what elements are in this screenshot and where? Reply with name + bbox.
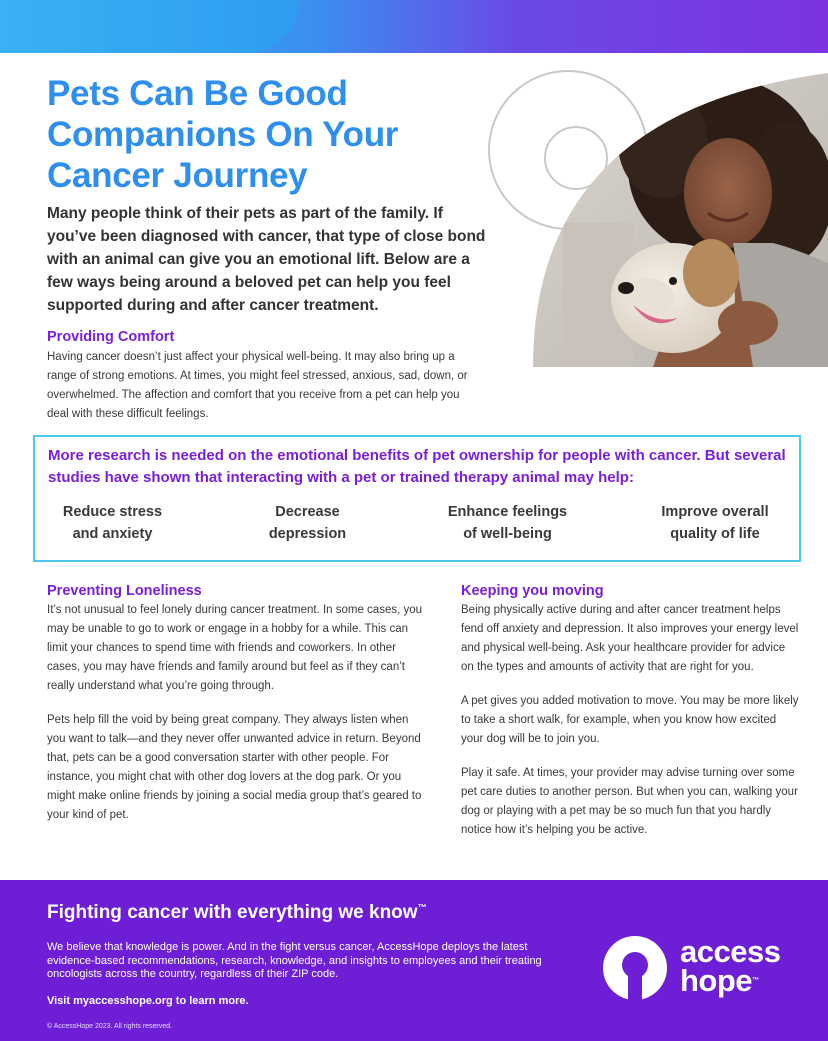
footer-cta-link[interactable]: Visit myaccesshope.org to learn more.: [47, 995, 249, 1007]
access-hope-logo: [602, 935, 802, 1005]
section-paragraph: Being physically active during and after cancer treatment helps fend off anxiety and depression. It also improves your energy level and physical well-being. Ask your healthcare provider for advice on the types and amounts of activity that are right for you.: [461, 604, 799, 673]
benefit-line: of well-being: [463, 526, 552, 542]
benefit-line: depression: [268, 526, 347, 542]
section-text: Having cancer doesn’t just affect your physical well-being. It may also bring up a range of strong emotions. At times, you might feel stressed, anxious, sad, down, or overwhelmed. The affection and comfort that you receive from a pet can help you deal with these difficult feelings.: [47, 351, 468, 420]
benefit-item: [640, 501, 790, 545]
hero-photo-woman-with-dog: [533, 73, 828, 367]
section-providing-comfort: [47, 329, 477, 424]
section-heading: Preventing Loneliness: [47, 583, 202, 599]
benefit-line: Reduce stress: [62, 504, 163, 520]
section-keeping-you-moving: [461, 583, 801, 855]
copyright-text: © AccessHope 2023. All rights reserved.: [47, 1023, 172, 1030]
benefit-item: [240, 501, 375, 545]
footer-body-text: We believe that knowledge is power. And in the fight versus cancer, AccessHope deploys the latest evidence-based recommendations, research, knowledge, and insights to employees and their treating oncologists across the country, regardless of their ZIP code.: [47, 941, 542, 980]
footer-heading: [47, 902, 427, 924]
section-paragraph: Pets help fill the void by being great company. They always listen when you want to talk—and they never offer unwanted advice in return. Beyond that, pets can be a good conversation starter with other people. For instance, you might chat with other dog lovers at the dog park. Or you might make online friends by joining a social media group that’s geared to your kind of pet.: [47, 714, 422, 821]
section-heading: Providing Comfort: [47, 329, 175, 345]
access-hope-keyhole-icon: [602, 935, 668, 1001]
logo-trademark: ™: [752, 977, 759, 984]
footer-heading-text: Fighting cancer with everything we know: [47, 902, 418, 923]
benefit-item: [45, 501, 180, 545]
logo-line-hope: hope: [680, 963, 753, 998]
trademark-mark: ™: [417, 902, 427, 913]
section-paragraph: It’s not unusual to feel lonely during cancer treatment. In some cases, you may be unable to go to work or engage in a hobby for a while. This can limit your chances to spend time with friends and coworkers. In other cases, you may have friends and family around but feel as if they can’t really understand what you’re going through.: [47, 604, 423, 692]
page-title: Pets Can Be Good Companions On Your Cancer Journey: [47, 74, 399, 195]
research-callout-box: [33, 435, 801, 562]
top-wave-shape: [0, 0, 300, 53]
intro-paragraph: Many people think of their pets as part of the family. If you’ve been diagnosed with cancer, that type of close bond with an animal can give you an emotional lift. Below are a few ways being around a beloved pet can help you feel supported during and after cancer treatment.: [47, 205, 486, 314]
section-preventing-loneliness: [47, 583, 427, 840]
logo-line-access: access: [680, 934, 781, 969]
footer-banner: [0, 880, 828, 1041]
benefit-line: Decrease: [275, 504, 340, 520]
section-heading: Keeping you moving: [461, 583, 604, 599]
benefit-item: [430, 501, 585, 545]
benefit-line: and anxiety: [72, 526, 153, 542]
benefit-line: quality of life: [670, 526, 760, 542]
benefit-line: Enhance feelings: [447, 504, 568, 520]
benefit-line: Improve overall: [661, 504, 769, 520]
callout-heading: More research is needed on the emotional benefits of pet ownership for people with cancer. But several studies have shown that interacting with a pet or trained therapy animal may help:: [48, 447, 786, 486]
top-gradient-band: [0, 0, 828, 53]
section-paragraph: Play it safe. At times, your provider may advise turning over some pet care duties to another person. But when you can, walking your dog or playing with a pet may be so much fun that you hardly notice how it’s helping you be active.: [461, 767, 798, 836]
logo-wordmark: [680, 934, 781, 998]
section-paragraph: A pet gives you added motivation to move. You may be more likely to take a short walk, for example, when you know how excited your dog will be to join you.: [461, 695, 799, 745]
